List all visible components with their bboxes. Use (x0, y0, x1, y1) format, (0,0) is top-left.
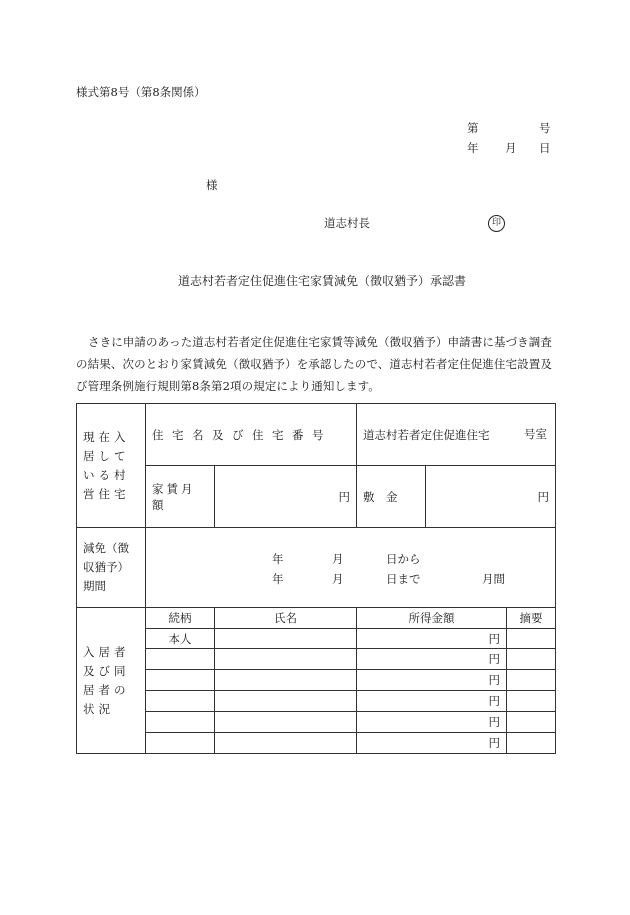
note-cell[interactable] (507, 629, 556, 649)
income-yen-unit: 円 (488, 652, 500, 666)
date-month: 月 (505, 141, 517, 155)
resident-row (77, 670, 556, 691)
note-cell[interactable] (507, 649, 556, 670)
from-month: 月 (332, 551, 344, 566)
date-year: 年 (467, 141, 479, 155)
name-cell[interactable] (215, 629, 357, 649)
rent-yen-unit: 円 (338, 489, 350, 504)
income-cell[interactable] (357, 649, 507, 670)
income-cell[interactable] (357, 629, 507, 649)
house-name-row (77, 404, 556, 466)
resident-row (77, 691, 556, 712)
seal-mark: 印 (488, 215, 505, 232)
house-name-value: 道志村若者定住促進住宅 (363, 427, 490, 442)
period-to-line (146, 568, 555, 588)
residents-label: 入居者及び同居者の状況 (77, 608, 146, 754)
relation-cell[interactable] (146, 670, 215, 691)
relation-cell[interactable] (146, 691, 215, 712)
deposit-label: 敷 金 (357, 466, 426, 528)
rent-amount-cell[interactable] (215, 466, 357, 528)
rent-row (77, 466, 556, 528)
income-yen-unit: 円 (488, 631, 500, 646)
current-residence-label: 現在入居している村営住宅 (77, 404, 146, 528)
col-name: 氏名 (215, 608, 357, 629)
name-cell[interactable] (215, 649, 357, 670)
to-year: 年 (272, 571, 284, 586)
issuer-name: 道志村長 (324, 216, 370, 230)
period-months: 月間 (482, 571, 505, 586)
income-cell[interactable] (357, 670, 507, 691)
body-paragraph: さきに申請のあった道志村若者定住促進住宅家賃等減免（徴収猶予）申請書に基づき調査の結果、次のとおり家賃減免（徴収猶予）を承認したので、道志村若者定住促進住宅設置及び管理条例施行規則第8条第2項の規定により通知します。 (76, 335, 552, 393)
from-year: 年 (272, 551, 284, 566)
to-day: 日まで (386, 571, 421, 586)
document-number-suffix: 号 (539, 121, 551, 135)
room-suffix: 号室 (524, 427, 547, 441)
deposit-amount-cell[interactable] (426, 466, 556, 528)
income-cell[interactable] (357, 733, 507, 754)
relation-cell[interactable] (146, 733, 215, 754)
approval-table (76, 403, 556, 754)
document-title: 道志村若者定住促進住宅家賃減免（徴収猶予）承認書 (178, 274, 467, 288)
rent-label: 家賃月額 (146, 466, 215, 528)
from-day: 日から (386, 551, 421, 566)
name-cell[interactable] (215, 712, 357, 733)
relation-cell[interactable]: 本人 (146, 629, 215, 649)
resident-row (77, 649, 556, 670)
period-label: 減免（徴収猶予）期間 (77, 528, 146, 608)
resident-row (77, 733, 556, 754)
addressee-suffix: 様 (206, 178, 218, 192)
note-cell[interactable] (507, 733, 556, 754)
note-cell[interactable] (507, 712, 556, 733)
date-day: 日 (539, 141, 551, 155)
income-yen-unit: 円 (488, 673, 500, 687)
income-yen-unit: 円 (488, 715, 500, 729)
name-cell[interactable] (215, 733, 357, 754)
period-from-line (146, 548, 555, 568)
period-cell[interactable] (146, 528, 556, 608)
income-cell[interactable] (357, 712, 507, 733)
period-row (77, 528, 556, 608)
income-yen-unit: 円 (488, 736, 500, 750)
house-name-cell[interactable] (357, 404, 556, 466)
relation-cell[interactable] (146, 712, 215, 733)
name-cell[interactable] (215, 670, 357, 691)
resident-row (77, 629, 556, 649)
resident-row (77, 712, 556, 733)
note-cell[interactable] (507, 691, 556, 712)
relation-cell[interactable] (146, 649, 215, 670)
to-month: 月 (332, 571, 344, 586)
income-yen-unit: 円 (488, 694, 500, 708)
document-number-prefix: 第 (467, 121, 479, 135)
col-income: 所得金額 (357, 608, 507, 629)
house-name-label: 住宅名及び住宅番号 (146, 404, 357, 466)
note-cell[interactable] (507, 670, 556, 691)
deposit-yen-unit: 円 (537, 489, 549, 504)
name-cell[interactable] (215, 691, 357, 712)
income-cell[interactable] (357, 691, 507, 712)
col-relation: 続柄 (146, 608, 215, 629)
col-note: 摘要 (507, 608, 556, 629)
residents-header-row (77, 608, 556, 629)
form-number: 様式第8号（第8条関係） (76, 85, 206, 99)
